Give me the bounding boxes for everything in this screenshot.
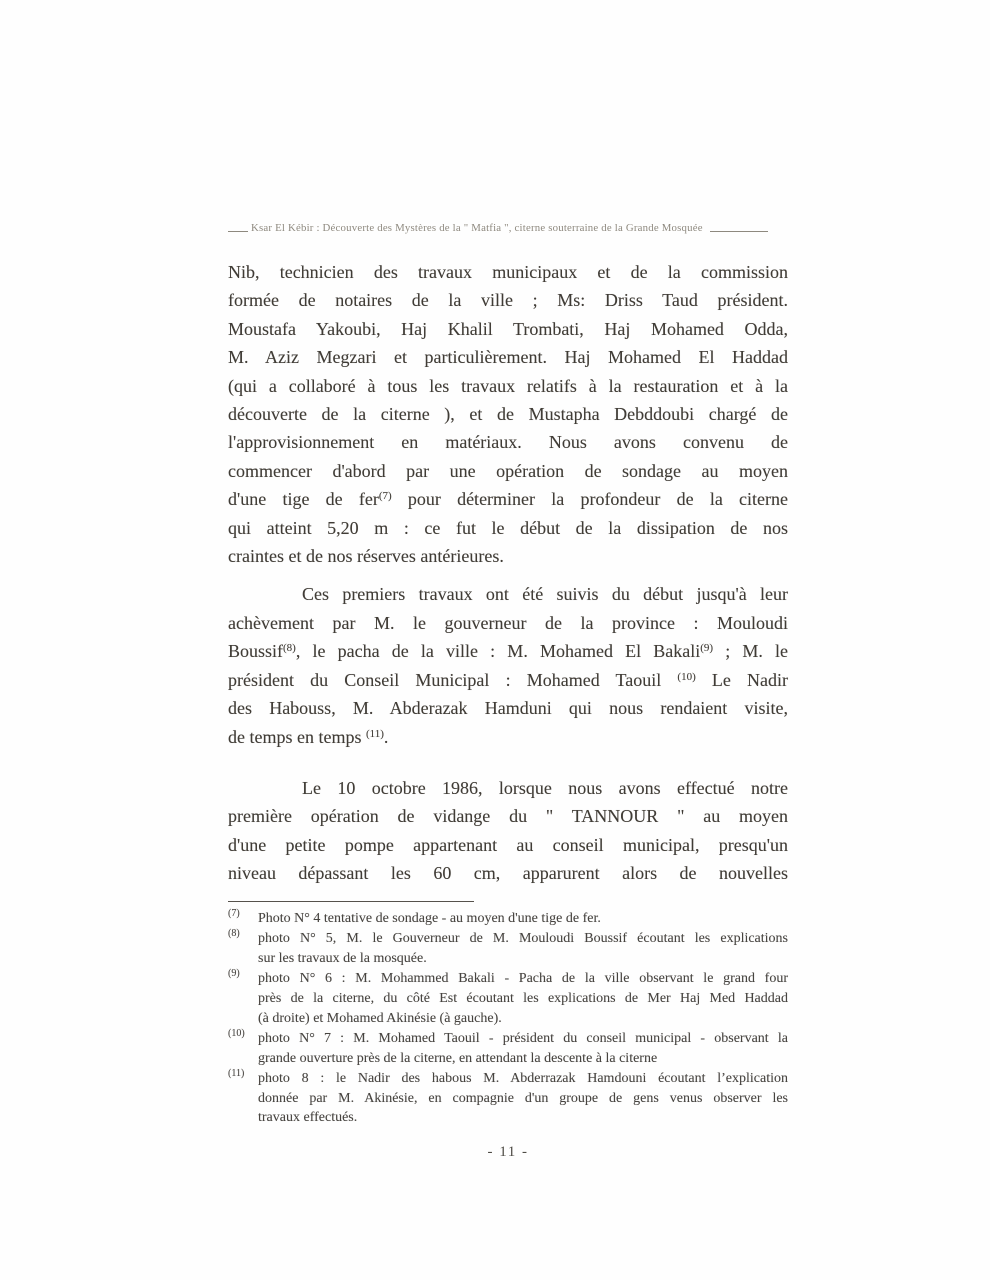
footnotes [228, 909, 788, 1129]
footnote-marker: (7) [228, 907, 240, 919]
paragraph [228, 258, 788, 570]
footnote [228, 1069, 788, 1128]
text-line: craintes et de nos réserves antérieures. [228, 546, 504, 567]
footnote-marker: (8) [228, 928, 240, 940]
text-line: M. Aziz Megzari et particulièrement. Haj Mohamed El Haddad [228, 347, 788, 368]
footnote-ref: (8) [283, 642, 296, 655]
text-line: Le 10 octobre 1986, lorsque nous avons effectué notre [302, 777, 788, 798]
footnote-marker: (10) [228, 1028, 245, 1040]
footnote-line: photo 8 : le Nadir des habous M. Abderrazak Hamdouni écoutant l’explication [258, 1071, 788, 1087]
text-line: qui atteint 5,20 m : ce fut le début de la dissipation de nos [228, 517, 788, 538]
footnote-ref: (9) [700, 642, 714, 655]
text-line: découverte de la citerne ), et de Mustapha Debddoubi chargé de [228, 404, 788, 425]
footnote-line: sur les travaux de la mosquée. [258, 950, 427, 966]
footnote-line: (à droite) et Mohamed Akinésie (à gauche). [258, 1010, 502, 1026]
text-line: Ces premiers travaux ont été suivis du début jusqu'à leur [302, 584, 788, 605]
footnote-line: près de la citerne, du côté Est écoutant les explications de Mer Haj Med Haddad [258, 990, 788, 1006]
footnote-line: travaux effectués. [258, 1110, 358, 1126]
header-rule-right [710, 231, 768, 232]
footnote [228, 909, 788, 929]
running-header-title: Ksar El Kébir : Découverte des Mystères de la " Matfia ", citerne souterraine de la Grande Mosquée [251, 222, 703, 234]
header-rule-left [228, 231, 248, 232]
footnote [228, 929, 788, 968]
text-line: commencer d'abord par une opération de sondage au moyen [228, 460, 788, 481]
footnote-marker: (9) [228, 968, 240, 980]
text-line: Boussif$^{(8)}$, le pacha de la ville : M. Mohamed El Bakali$^{(9)}$ ; M. le [228, 641, 789, 662]
footnote-text [258, 929, 788, 968]
footnote-separator [228, 901, 474, 902]
footnote-line: donnée par M. Akinésie, en compagnie d'un groupe de gens venus observer les [258, 1090, 788, 1106]
footnote-marker: (11) [228, 1068, 245, 1080]
footnote-line: photo N° 7 : M. Mohamed Taouil - président du conseil municipal - observant la [258, 1031, 788, 1047]
paragraph [228, 580, 788, 750]
text-line: l'approvisionnement en matériaux. Nous avons convenu de [228, 432, 788, 453]
footnote-line: grande ouverture près de la citerne, en attendant la descente à la citerne [258, 1050, 658, 1066]
footnote-text [258, 909, 788, 929]
text-line: de temps en temps $^{(11)}$. [228, 726, 389, 747]
footnote-line: photo N° 6 : M. Mohammed Bakali - Pacha de la ville observant le grand four [258, 971, 788, 987]
footnote-ref: (11) [365, 727, 384, 740]
page-content [228, 218, 788, 1161]
text-line: achèvement par M. le gouverneur de la province : Mouloudi [228, 612, 788, 633]
text-line: d'une tige de fer$^{(7)}$ pour déterminer la profondeur de la citerne [228, 489, 788, 510]
footnote [228, 969, 788, 1028]
footnote-ref: (7) [378, 490, 392, 503]
footnote [228, 1029, 788, 1068]
paragraph [228, 774, 788, 888]
text-line: formée de notaires de la ville ; Ms: Driss Taud président. [228, 290, 788, 311]
footnote-ref: (10) [677, 670, 696, 683]
page-number: - 11 - [487, 1144, 529, 1161]
running-header [228, 218, 788, 234]
text-line: première opération de vidange du " TANNOUR " au moyen [228, 806, 788, 827]
footnote-line: Photo N° 4 tentative de sondage - au moyen d'une tige de fer. [258, 910, 601, 926]
text-line: niveau dépassant les 60 cm, apparurent alors de nouvelles [228, 863, 788, 884]
footnote-text [258, 969, 788, 1028]
text-line: président du Conseil Municipal : Mohamed Taouil $^{(10)}$ Le Nadir [228, 669, 789, 690]
footnote-line: photo N° 5, M. le Gouverneur de M. Mouloudi Boussif écoutant les explications [258, 931, 788, 947]
body-text [228, 258, 788, 888]
text-line: des Habouss, M. Abderazak Hamduni qui nous rendaient visite, [228, 698, 788, 719]
text-line: (qui a collaboré à tous les travaux relatifs à la restauration et à la [228, 375, 788, 396]
text-line: Moustafa Yakoubi, Haj Khalil Trombati, Haj Mohamed Odda, [228, 318, 788, 339]
text-line: d'une petite pompe appartenant au conseil municipal, presqu'un [228, 834, 788, 855]
footnote-text [258, 1069, 788, 1128]
text-line: Nib, technicien des travaux municipaux et de la commission [228, 262, 788, 282]
footnote-text [258, 1029, 788, 1068]
